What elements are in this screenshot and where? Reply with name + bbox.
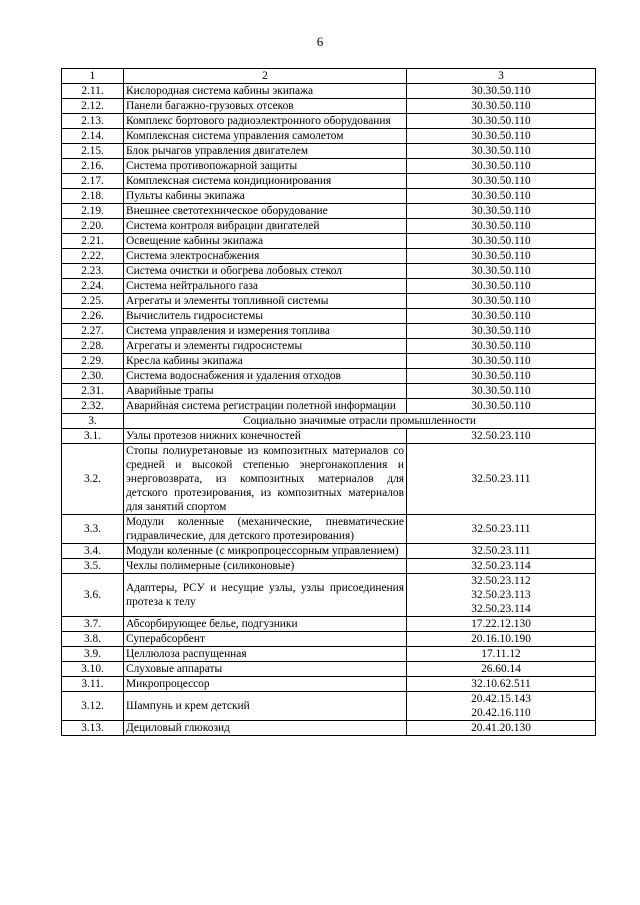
product-name: Аварийные трапы	[124, 384, 407, 399]
product-name: Стопы полиуретановые из композитных материалов со средней и высокой степенью энергонакопления и энерговозврата, из композитных материалов для детского протезирования, из композитных материалов для занятий спортом	[124, 444, 407, 515]
okpd-code: 17.22.12.130	[471, 618, 531, 630]
okpd-code-cell	[407, 99, 596, 114]
product-name: Аварийная система регистрации полетной информации	[124, 399, 407, 414]
row-number: 2.14.	[62, 129, 124, 144]
okpd-code-cell	[407, 204, 596, 219]
okpd-code: 30.30.50.110	[471, 295, 531, 307]
table-row	[62, 721, 596, 736]
row-number: 3.13.	[62, 721, 124, 736]
okpd-code: 30.30.50.110	[471, 235, 531, 247]
okpd-code: 32.50.23.114	[471, 603, 531, 615]
table-row	[62, 189, 596, 204]
okpd-code-cell	[407, 189, 596, 204]
table-row	[62, 617, 596, 632]
header-col-3: 3	[407, 69, 596, 84]
okpd-code-cell	[407, 264, 596, 279]
okpd-code-cell	[407, 515, 596, 544]
table-row	[62, 369, 596, 384]
okpd-code: 30.30.50.110	[471, 205, 531, 217]
okpd-code: 30.30.50.110	[471, 385, 531, 397]
okpd-code-cell	[407, 429, 596, 444]
row-number: 2.21.	[62, 234, 124, 249]
table-row	[62, 632, 596, 647]
row-number: 2.13.	[62, 114, 124, 129]
row-number: 2.19.	[62, 204, 124, 219]
table-row	[62, 174, 596, 189]
row-number: 3.1.	[62, 429, 124, 444]
okpd-code: 32.50.23.114	[471, 560, 531, 572]
table-row	[62, 219, 596, 234]
product-name: Система электроснабжения	[124, 249, 407, 264]
row-number: 3.3.	[62, 515, 124, 544]
product-name: Система нейтрального газа	[124, 279, 407, 294]
okpd-code: 32.50.23.112	[471, 575, 531, 587]
okpd-code-cell	[407, 384, 596, 399]
table-row	[62, 84, 596, 99]
product-name: Пульты кабины экипажа	[124, 189, 407, 204]
okpd-code: 20.42.16.110	[471, 707, 531, 719]
table-row	[62, 354, 596, 369]
okpd-code-cell	[407, 294, 596, 309]
table-row	[62, 647, 596, 662]
product-name: Дециловый глюкозид	[124, 721, 407, 736]
table-row	[62, 384, 596, 399]
row-number: 2.12.	[62, 99, 124, 114]
product-name: Узлы протезов нижних конечностей	[124, 429, 407, 444]
okpd-code: 30.30.50.110	[471, 130, 531, 142]
row-number: 3.8.	[62, 632, 124, 647]
product-name: Панели багажно-грузовых отсеков	[124, 99, 407, 114]
table-row	[62, 324, 596, 339]
table-row	[62, 662, 596, 677]
row-number: 2.26.	[62, 309, 124, 324]
okpd-code-cell	[407, 632, 596, 647]
okpd-code-cell	[407, 279, 596, 294]
row-number: 3.4.	[62, 544, 124, 559]
row-number: 2.16.	[62, 159, 124, 174]
okpd-code: 30.30.50.110	[471, 370, 531, 382]
header-col-1: 1	[62, 69, 124, 84]
okpd-code-cell	[407, 339, 596, 354]
row-number: 2.30.	[62, 369, 124, 384]
okpd-code: 30.30.50.110	[471, 160, 531, 172]
product-name: Освещение кабины экипажа	[124, 234, 407, 249]
product-name: Система противопожарной защиты	[124, 159, 407, 174]
row-number: 2.23.	[62, 264, 124, 279]
okpd-code: 20.42.15.143	[471, 693, 531, 705]
okpd-code: 30.30.50.110	[471, 100, 531, 112]
okpd-code: 30.30.50.110	[471, 400, 531, 412]
okpd-code-cell	[407, 574, 596, 617]
row-number: 3.2.	[62, 444, 124, 515]
okpd-code: 17.11.12	[481, 648, 521, 660]
okpd-code-cell	[407, 324, 596, 339]
okpd-code: 32.50.23.110	[471, 430, 531, 442]
table-row	[62, 279, 596, 294]
product-name: Слуховые аппараты	[124, 662, 407, 677]
product-name: Суперабсорбент	[124, 632, 407, 647]
table-row	[62, 339, 596, 354]
table-row	[62, 129, 596, 144]
row-number: 3.12.	[62, 692, 124, 721]
row-number: 2.24.	[62, 279, 124, 294]
row-number: 2.20.	[62, 219, 124, 234]
product-name: Вычислитель гидросистемы	[124, 309, 407, 324]
okpd-code: 32.50.23.111	[471, 473, 531, 485]
okpd-code-cell	[407, 219, 596, 234]
table-header-row	[62, 69, 596, 84]
product-name: Комплекс бортового радиоэлектронного оборудования	[124, 114, 407, 129]
section-row	[62, 414, 596, 429]
product-name: Комплексная система управления самолетом	[124, 129, 407, 144]
row-number: 2.31.	[62, 384, 124, 399]
okpd-code: 30.30.50.110	[471, 145, 531, 157]
row-number: 2.29.	[62, 354, 124, 369]
okpd-code-cell	[407, 662, 596, 677]
okpd-code-cell	[407, 84, 596, 99]
row-number: 2.27.	[62, 324, 124, 339]
row-number: 3.10.	[62, 662, 124, 677]
table-row	[62, 114, 596, 129]
row-number: 2.11.	[62, 84, 124, 99]
product-name: Система очистки и обогрева лобовых стекол	[124, 264, 407, 279]
product-name: Абсорбирующее белье, подгузники	[124, 617, 407, 632]
okpd-code-cell	[407, 399, 596, 414]
okpd-code: 30.30.50.110	[471, 175, 531, 187]
table-row	[62, 677, 596, 692]
table-row	[62, 204, 596, 219]
okpd-code: 32.50.23.113	[471, 589, 531, 601]
okpd-code-cell	[407, 692, 596, 721]
table-row	[62, 544, 596, 559]
okpd-code-cell	[407, 234, 596, 249]
product-name: Агрегаты и элементы гидросистемы	[124, 339, 407, 354]
table-row	[62, 429, 596, 444]
header-col-2: 2	[124, 69, 407, 84]
product-name: Кислородная система кабины экипажа	[124, 84, 407, 99]
product-name: Комплексная система кондиционирования	[124, 174, 407, 189]
okpd-code: 20.16.10.190	[471, 633, 531, 645]
table-row	[62, 309, 596, 324]
row-number: 2.32.	[62, 399, 124, 414]
product-name: Блок рычагов управления двигателем	[124, 144, 407, 159]
row-number: 3.5.	[62, 559, 124, 574]
okpd-code-cell	[407, 114, 596, 129]
product-name: Система водоснабжения и удаления отходов	[124, 369, 407, 384]
product-name: Модули коленные (механические, пневматические гидравлические, для детского протезирования)	[124, 515, 407, 544]
row-number: 3.7.	[62, 617, 124, 632]
okpd-code: 26.60.14	[481, 663, 521, 675]
table-row	[62, 559, 596, 574]
okpd-code-cell	[407, 721, 596, 736]
row-number: 3.9.	[62, 647, 124, 662]
product-name: Внешнее светотехническое оборудование	[124, 204, 407, 219]
okpd-code: 30.30.50.110	[471, 85, 531, 97]
okpd-code: 30.30.50.110	[471, 265, 531, 277]
table-row	[62, 692, 596, 721]
page-number: 6	[316, 34, 324, 49]
okpd-code: 30.30.50.110	[471, 250, 531, 262]
row-number: 2.25.	[62, 294, 124, 309]
okpd-code: 30.30.50.110	[471, 325, 531, 337]
product-name: Микропроцессор	[124, 677, 407, 692]
products-table	[61, 68, 596, 736]
section-title: Социально значимые отрасли промышленности	[124, 414, 596, 429]
product-name: Агрегаты и элементы топливной системы	[124, 294, 407, 309]
product-name: Модули коленные (с микропроцессорным управлением)	[124, 544, 407, 559]
okpd-code-cell	[407, 544, 596, 559]
okpd-code-cell	[407, 444, 596, 515]
okpd-code-cell	[407, 369, 596, 384]
row-number: 2.17.	[62, 174, 124, 189]
product-name: Шампунь и крем детский	[124, 692, 407, 721]
table-row	[62, 264, 596, 279]
okpd-code: 30.30.50.110	[471, 310, 531, 322]
table-row	[62, 574, 596, 617]
table-row	[62, 249, 596, 264]
okpd-code-cell	[407, 309, 596, 324]
okpd-code-cell	[407, 559, 596, 574]
okpd-code-cell	[407, 647, 596, 662]
okpd-code: 30.30.50.110	[471, 355, 531, 367]
okpd-code: 32.50.23.111	[471, 523, 531, 535]
okpd-code-cell	[407, 144, 596, 159]
table-row	[62, 144, 596, 159]
table-row	[62, 159, 596, 174]
table-row	[62, 234, 596, 249]
okpd-code-cell	[407, 159, 596, 174]
okpd-code: 30.30.50.110	[471, 220, 531, 232]
product-name: Целлюлоза распущенная	[124, 647, 407, 662]
product-name: Адаптеры, РСУ и несущие узлы, узлы присоединения протеза к телу	[124, 574, 407, 617]
table-row	[62, 399, 596, 414]
product-name: Кресла кабины экипажа	[124, 354, 407, 369]
table-row	[62, 515, 596, 544]
okpd-code: 20.41.20.130	[471, 722, 531, 734]
okpd-code: 30.30.50.110	[471, 280, 531, 292]
okpd-code-cell	[407, 249, 596, 264]
table-row	[62, 444, 596, 515]
row-number: 2.15.	[62, 144, 124, 159]
row-number: 2.22.	[62, 249, 124, 264]
table-row	[62, 294, 596, 309]
okpd-code: 30.30.50.110	[471, 340, 531, 352]
okpd-code-cell	[407, 174, 596, 189]
table-body	[62, 69, 596, 736]
okpd-code: 32.10.62.511	[471, 678, 531, 690]
okpd-code-cell	[407, 354, 596, 369]
product-name: Чехлы полимерные (силиконовые)	[124, 559, 407, 574]
okpd-code-cell	[407, 677, 596, 692]
row-number: 2.28.	[62, 339, 124, 354]
row-number: 2.18.	[62, 189, 124, 204]
product-name: Система контроля вибрации двигателей	[124, 219, 407, 234]
row-number: 3.6.	[62, 574, 124, 617]
row-number: 3.	[62, 414, 124, 429]
okpd-code: 30.30.50.110	[471, 115, 531, 127]
okpd-code-cell	[407, 617, 596, 632]
table-row	[62, 99, 596, 114]
okpd-code: 32.50.23.111	[471, 545, 531, 557]
okpd-code-cell	[407, 129, 596, 144]
row-number: 3.11.	[62, 677, 124, 692]
product-name: Система управления и измерения топлива	[124, 324, 407, 339]
okpd-code: 30.30.50.110	[471, 190, 531, 202]
